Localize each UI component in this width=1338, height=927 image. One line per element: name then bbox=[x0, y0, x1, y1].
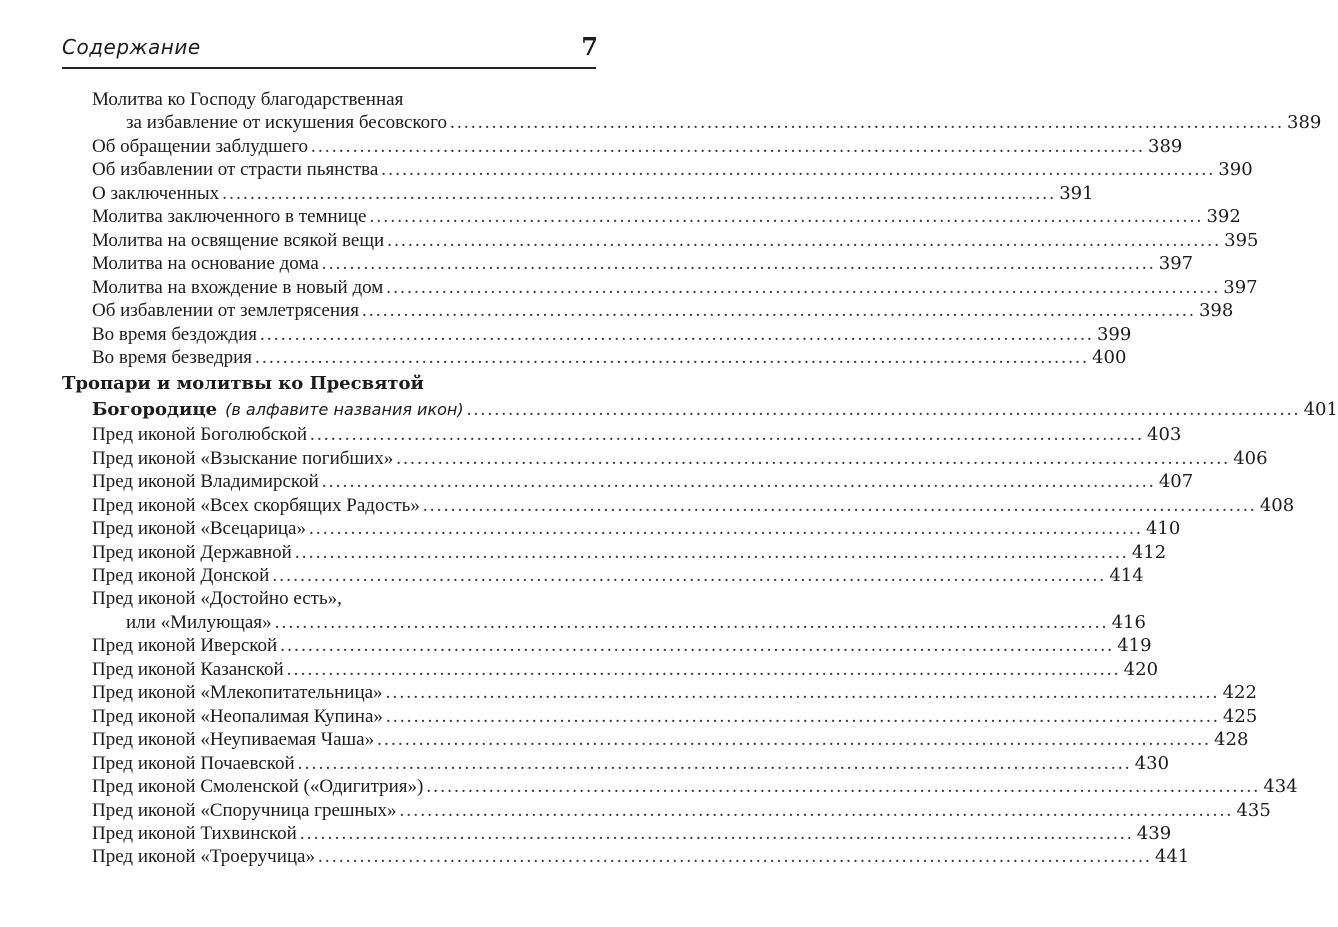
toc-entry-page: 414 bbox=[1109, 565, 1144, 586]
toc-entry-title: Пред иконой «Неопалимая Купина» bbox=[92, 705, 383, 727]
toc-entry-page: 389 bbox=[1287, 112, 1322, 134]
toc-entry bbox=[0, 470, 1194, 494]
toc-entry bbox=[0, 775, 1298, 799]
toc-entry bbox=[0, 447, 1268, 471]
toc-entry-title: Во время безведрия bbox=[92, 346, 253, 368]
toc-entry-page: 400 bbox=[1092, 346, 1127, 368]
toc-entry-title: Молитва заключенного в темнице bbox=[92, 206, 367, 228]
dot-leader: ........................................................................................................................ bbox=[297, 752, 1132, 774]
toc-entry-title: Пред иконой «Взыскание погибших» bbox=[92, 447, 394, 469]
toc-entry-title: Пред иконой Казанской bbox=[92, 658, 284, 680]
toc-entry bbox=[0, 111, 1322, 135]
dot-leader: ........................................................................................................................ bbox=[311, 135, 1146, 157]
toc-entry bbox=[0, 681, 1257, 705]
toc-entry-page: 401 bbox=[1303, 398, 1338, 420]
toc-entry bbox=[0, 658, 1159, 682]
dot-leader: ........................................................................................................................ bbox=[369, 206, 1204, 228]
toc-entry bbox=[0, 799, 1271, 823]
running-head-title: Содержание bbox=[62, 35, 201, 59]
toc-entry bbox=[0, 276, 1258, 300]
toc-entry bbox=[0, 752, 1170, 776]
toc-entry-title: Пред иконой «Всех скорбящих Радость» bbox=[92, 494, 420, 516]
dot-leader: ........................................................................................................................ bbox=[385, 682, 1220, 704]
toc-entry-note: (в алфавите названия икон) bbox=[225, 399, 464, 419]
toc-entry bbox=[0, 541, 1167, 565]
dot-leader: ........................................................................................................................ bbox=[450, 112, 1285, 134]
toc-entry-page: 408 bbox=[1259, 494, 1295, 516]
toc-entry bbox=[0, 205, 1241, 229]
toc-entry-page: 410 bbox=[1145, 518, 1181, 540]
toc-entry-title-row bbox=[0, 587, 635, 611]
toc-entry bbox=[0, 299, 1234, 323]
dot-leader: ........................................................................................................................ bbox=[317, 846, 1152, 868]
toc-entry bbox=[0, 229, 1259, 253]
toc-entry bbox=[0, 252, 1194, 276]
toc-entry-page: 403 bbox=[1147, 424, 1182, 446]
toc-entry-title: Пред иконой «Достойно есть», bbox=[92, 588, 342, 610]
toc-entry-page: 435 bbox=[1236, 799, 1271, 821]
toc-entry bbox=[0, 634, 1152, 658]
toc-entry-title: или «Милующая» bbox=[126, 611, 272, 633]
dot-leader: ........................................................................................................................ bbox=[385, 705, 1220, 727]
toc-entry-title: Пред иконой «Млекопитательница» bbox=[92, 682, 383, 704]
toc-entry-page: 397 bbox=[1158, 253, 1194, 275]
toc-entry bbox=[0, 494, 1295, 518]
dot-leader: ........................................................................................................................ bbox=[274, 611, 1109, 633]
toc-entry-title: Пред иконой «Всецарица» bbox=[92, 518, 306, 540]
toc-entry-title: Пред иконой «Неупиваемая Чаша» bbox=[92, 729, 375, 751]
toc-entry-title: Об обращении заблудшего bbox=[92, 135, 309, 157]
toc-entry-title-row bbox=[0, 88, 635, 112]
dot-leader: ........................................................................................................................ bbox=[255, 346, 1090, 368]
dot-leader: ........................................................................................................................ bbox=[396, 447, 1231, 469]
dot-leader: ........................................................................................................................ bbox=[422, 494, 1257, 516]
toc-entry-title: Пред иконой Владимирской bbox=[92, 471, 319, 493]
toc-entry bbox=[0, 564, 1144, 588]
toc-entry bbox=[0, 611, 1146, 635]
toc-entry-page: 434 bbox=[1263, 776, 1298, 798]
toc-entry-page: 422 bbox=[1222, 682, 1257, 704]
dot-leader: ........................................................................................................................ bbox=[280, 635, 1115, 657]
toc-entry-title: Пред иконой Донской bbox=[92, 565, 270, 586]
toc-entry-page: 425 bbox=[1222, 705, 1258, 727]
toc-entry-title: Пред иконой Смоленской («Одигитрия») bbox=[92, 776, 424, 798]
toc-entry-page: 420 bbox=[1123, 658, 1159, 680]
toc-entry-title: Пред иконой Тихвинской bbox=[92, 822, 297, 844]
dot-leader: ........................................................................................................................ bbox=[386, 276, 1221, 298]
toc-entry bbox=[0, 398, 1338, 422]
toc-entry bbox=[0, 517, 1181, 541]
toc-entry bbox=[0, 158, 1253, 182]
toc-entry-page: 416 bbox=[1111, 611, 1146, 633]
dot-leader: ........................................................................................................................ bbox=[387, 229, 1222, 251]
toc-entry bbox=[0, 728, 1249, 752]
toc-entry bbox=[0, 346, 1127, 370]
dot-leader: ........................................................................................................................ bbox=[286, 658, 1121, 680]
toc-entry-title: Во время бездождия bbox=[92, 323, 257, 345]
toc-entry-page: 391 bbox=[1059, 182, 1094, 204]
dot-leader: ........................................................................................................................ bbox=[399, 799, 1234, 821]
toc-entry-page: 430 bbox=[1134, 752, 1170, 774]
toc-entry-title: Пред иконой Иверской bbox=[92, 635, 278, 657]
dot-leader: ........................................................................................................................ bbox=[272, 565, 1107, 586]
toc-entry bbox=[0, 182, 1094, 206]
toc-entry-page: 395 bbox=[1224, 229, 1259, 251]
toc-entry-page: 406 bbox=[1233, 447, 1268, 469]
toc-entry-page: 399 bbox=[1096, 323, 1132, 345]
toc-entry-page: 398 bbox=[1198, 300, 1234, 322]
dot-leader: ........................................................................................................................ bbox=[377, 729, 1212, 751]
toc-entry-page: 392 bbox=[1206, 206, 1241, 228]
toc-entry bbox=[0, 822, 1172, 846]
dot-leader: ........................................................................................................................ bbox=[426, 776, 1261, 798]
toc-entry-title: Богородице bbox=[92, 398, 218, 420]
section-heading: Тропари и молитвы ко Пресвятой bbox=[62, 373, 424, 395]
toc-entry-page: 407 bbox=[1158, 471, 1194, 493]
toc-entry bbox=[0, 135, 1183, 159]
toc-entry-page: 390 bbox=[1218, 159, 1253, 181]
toc-entry-title: Пред иконой «Споручница грешных» bbox=[92, 799, 397, 821]
dot-leader: ........................................................................................................................ bbox=[310, 424, 1145, 446]
toc-entry-page: 439 bbox=[1136, 822, 1172, 844]
toc-entry-page: 441 bbox=[1154, 846, 1190, 868]
dot-leader: ........................................................................................................................ bbox=[308, 518, 1143, 540]
dot-leader: ........................................................................................................................ bbox=[294, 541, 1129, 563]
toc-entry-page: 397 bbox=[1223, 276, 1258, 298]
toc-entry-title: Пред иконой Державной bbox=[92, 541, 292, 563]
dot-leader: ........................................................................................................................ bbox=[321, 253, 1156, 275]
toc-entry-title: Молитва ко Господу благодарственная bbox=[92, 89, 404, 110]
running-head-page-number: 7 bbox=[581, 32, 598, 61]
toc-entry-page: 412 bbox=[1131, 541, 1167, 563]
toc-entry-page: 419 bbox=[1117, 635, 1152, 657]
toc-entry-title: О заключенных bbox=[92, 182, 220, 204]
toc-entry-title: за избавление от искушения бесовского bbox=[126, 112, 448, 134]
section-heading-row bbox=[0, 372, 635, 396]
toc-entry-page: 428 bbox=[1214, 729, 1249, 751]
dot-leader: ........................................................................................................................ bbox=[321, 471, 1156, 493]
toc-entry-title: Молитва на освящение всякой вещи bbox=[92, 229, 385, 251]
toc-entry bbox=[0, 323, 1132, 347]
toc-entry-page: 389 bbox=[1148, 135, 1183, 157]
dot-leader: ........................................................................................................................ bbox=[466, 398, 1301, 420]
toc-entry-title: Об избавлении от страсти пьянства bbox=[92, 159, 379, 181]
toc-entry-title: Пред иконой «Троеручица» bbox=[92, 846, 315, 868]
dot-leader: ........................................................................................................................ bbox=[259, 323, 1094, 345]
dot-leader: ........................................................................................................................ bbox=[299, 822, 1134, 844]
toc-entry bbox=[0, 705, 1258, 729]
dot-leader: ........................................................................................................................ bbox=[361, 300, 1196, 322]
toc-entry bbox=[0, 423, 1182, 447]
dot-leader: ........................................................................................................................ bbox=[222, 182, 1057, 204]
toc-entry-title: Об избавлении от землетрясения bbox=[92, 300, 359, 322]
toc-entry bbox=[0, 845, 1190, 869]
toc-entry-title: Пред иконой Почаевской bbox=[92, 752, 295, 774]
toc-entry-title: Молитва на основание дома bbox=[92, 253, 319, 275]
toc-entry-title: Пред иконой Боголюбской bbox=[92, 424, 308, 446]
toc-entry-title: Молитва на вхождение в новый дом bbox=[92, 276, 384, 298]
dot-leader: ........................................................................................................................ bbox=[381, 159, 1216, 181]
